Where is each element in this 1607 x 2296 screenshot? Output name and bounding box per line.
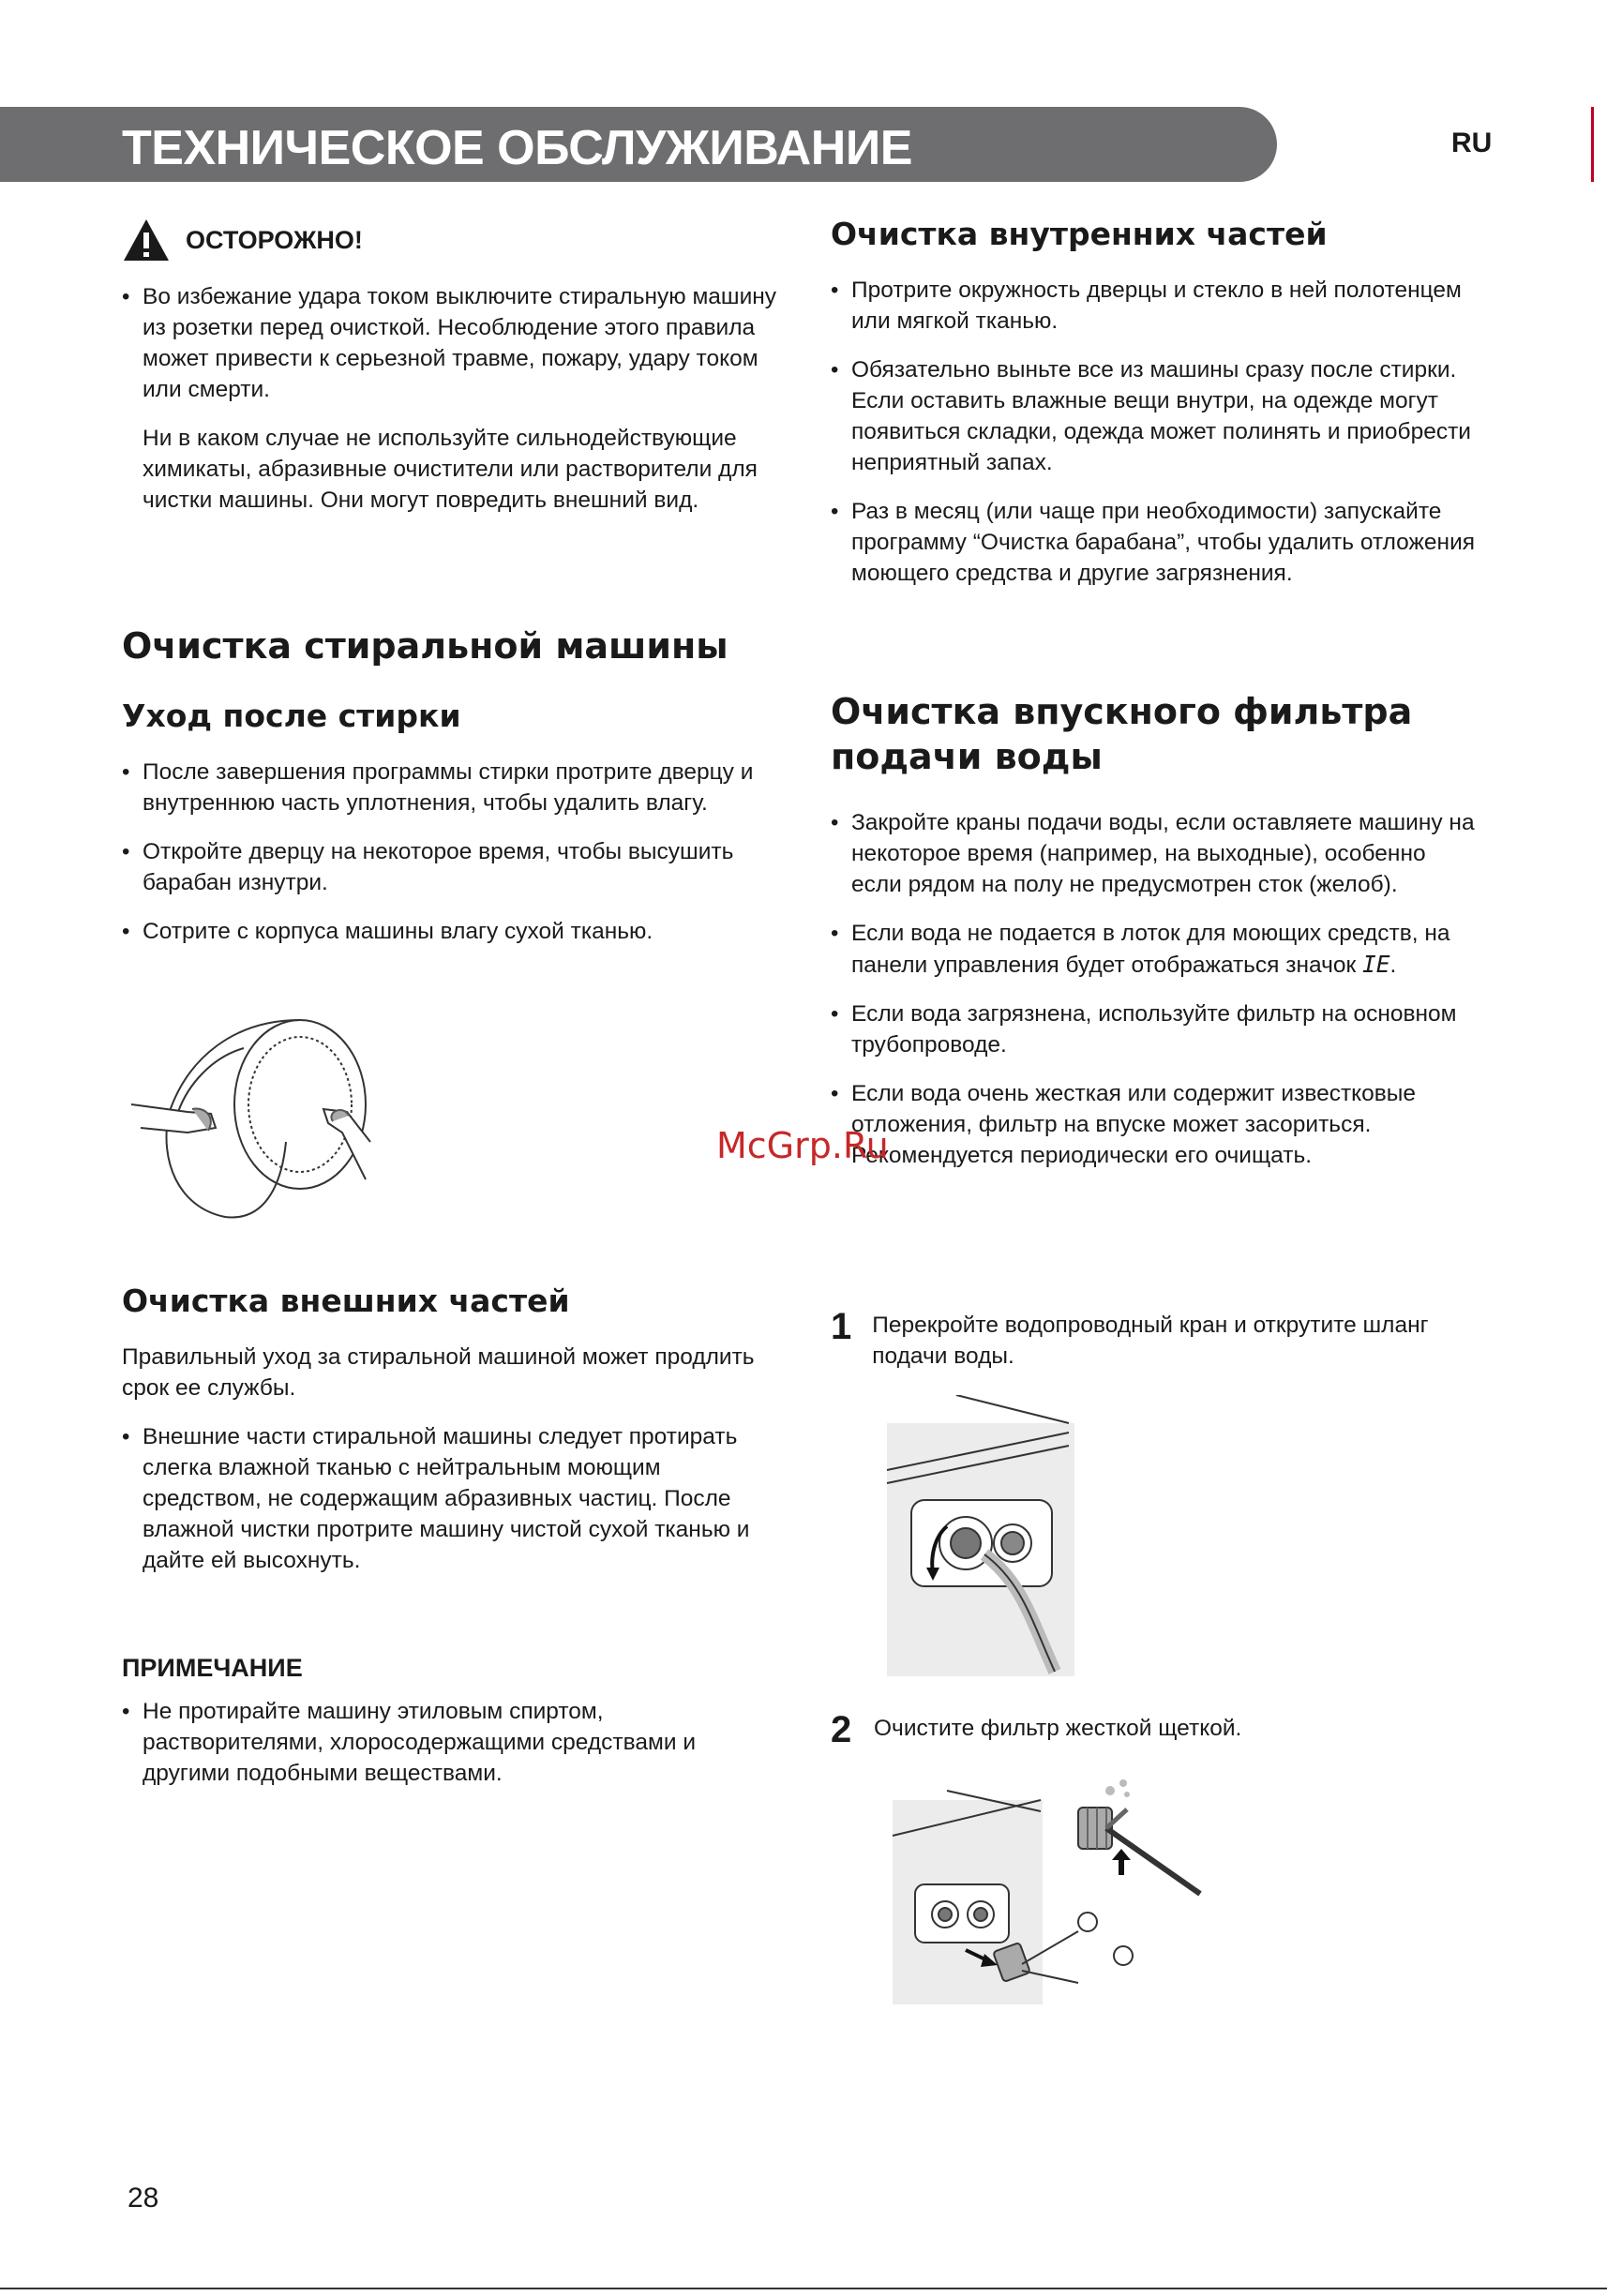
- step-1: [831, 1305, 1478, 1372]
- door-wipe-illustration: [122, 1001, 384, 1226]
- warning-heading: [122, 218, 778, 263]
- step-2: [831, 1708, 1478, 1751]
- step-number: 2: [831, 1709, 852, 1750]
- edge-marker: [1591, 107, 1594, 182]
- warning-section: [122, 218, 778, 533]
- interior-section: [831, 216, 1478, 607]
- warning-icon: [122, 218, 171, 263]
- section-title: Очистка впускного фильтра подачи воды: [831, 691, 1413, 777]
- list-item: • Если вода очень жесткая или содержит известковые отложения, фильтр на впуске может засориться. Рекомендуется периодически его очищать.: [831, 1078, 1478, 1171]
- watermark: McGrp.Ru: [716, 1125, 889, 1166]
- exterior-intro: Правильный уход за стиральной машиной может продлить срок ее службы.: [122, 1344, 755, 1401]
- exterior-list: [122, 1421, 778, 1576]
- filter-brush-illustration: [881, 1763, 1219, 2006]
- list-item: • Если вода загрязнена, используйте фильтр на основном трубопроводе.: [831, 998, 1478, 1060]
- list-item: • После завершения программы стирки протрите дверцу и внутреннюю часть уплотнения, чтобы удалить влагу.: [122, 757, 778, 818]
- subsection-title: Уход после стирки: [122, 697, 461, 734]
- list-item: • Протрите окружность дверцы и стекло в ней полотенцем или мягкой тканью.: [831, 275, 1478, 337]
- list-item: • Раз в месяц (или чаще при необходимости) запускайте программу “Очистка барабана”, чтобы удалить отложения моющего средства и другие загрязнения.: [831, 496, 1478, 589]
- language-label: RU: [1451, 128, 1493, 158]
- warning-title: ОСТОРОЖНО!: [186, 225, 363, 254]
- after-wash-list: [122, 757, 778, 947]
- list-item: • Во избежание удара током выключите стиральную машину из розетки перед очисткой. Несоблюдение этого правила может привести к серьезной травме, пожару, удару током или смерти.: [122, 281, 778, 405]
- note-section: [122, 1654, 778, 1807]
- inlet-filter-section: [831, 690, 1478, 1189]
- note-title: ПРИМЕЧАНИЕ: [122, 1654, 303, 1682]
- list-item: • Не протирайте машину этиловым спиртом, растворителями, хлоросодержащими средствами и другими подобными веществами.: [122, 1696, 778, 1789]
- step-text: Перекройте водопроводный кран и открутите шланг подачи воды.: [872, 1313, 1429, 1369]
- inlet-filter-list: [831, 807, 1478, 1171]
- warning-extra: Ни в каком случае не используйте сильнодействующие химикаты, абразивные очистители или растворители для чистки машины. Они могут повредить внешний вид.: [143, 426, 758, 513]
- warning-list: [122, 281, 778, 405]
- section-title: Очистка стиральной машины: [122, 625, 728, 667]
- note-list: [122, 1696, 778, 1789]
- subsection-title: Очистка внутренних частей: [831, 216, 1328, 252]
- list-item: • Сотрите с корпуса машины влагу сухой тканью.: [122, 916, 778, 947]
- list-item: • Внешние части стиральной машины следует протирать слегка влажной тканью с нейтральным моющим средством, не содержащим абразивных частиц. После влажной чистки протрите машину чистой сухой тканью и дайте ей высохнуть.: [122, 1421, 778, 1576]
- washer-cleaning-section: [122, 624, 778, 965]
- header-banner: [0, 107, 1277, 182]
- step-number: 1: [831, 1306, 852, 1347]
- step-text: Очистите фильтр жесткой щеткой.: [874, 1716, 1242, 1741]
- interior-list: [831, 275, 1478, 589]
- page-title: ТЕХНИЧЕСКОЕ ОБСЛУЖИВАНИЕ: [122, 121, 912, 175]
- list-item: • Если вода не подается в лоток для моющих средств, на панели управления будет отображаться значок IE.: [831, 918, 1478, 981]
- subsection-title: Очистка внешних частей: [122, 1283, 570, 1319]
- list-item: • Откройте дверцу на некоторое время, чтобы высушить барабан изнутри.: [122, 836, 778, 898]
- exterior-section: [122, 1283, 778, 1594]
- bottom-rule: [0, 2288, 1607, 2289]
- list-item: • Обязательно выньте все из машины сразу после стирки. Если оставить влажные вещи внутри, на одежде могут появиться складки, одежда может полинять и приобрести неприятный запах.: [831, 354, 1478, 478]
- hose-illustration: [881, 1395, 1078, 1676]
- error-code-ie: IE: [1362, 951, 1390, 978]
- page-number: 28: [128, 2183, 159, 2213]
- list-item: • Закройте краны подачи воды, если оставляете машину на некоторое время (например, на выходные), особенно если рядом на полу не предусмотрен сток (желоб).: [831, 807, 1478, 900]
